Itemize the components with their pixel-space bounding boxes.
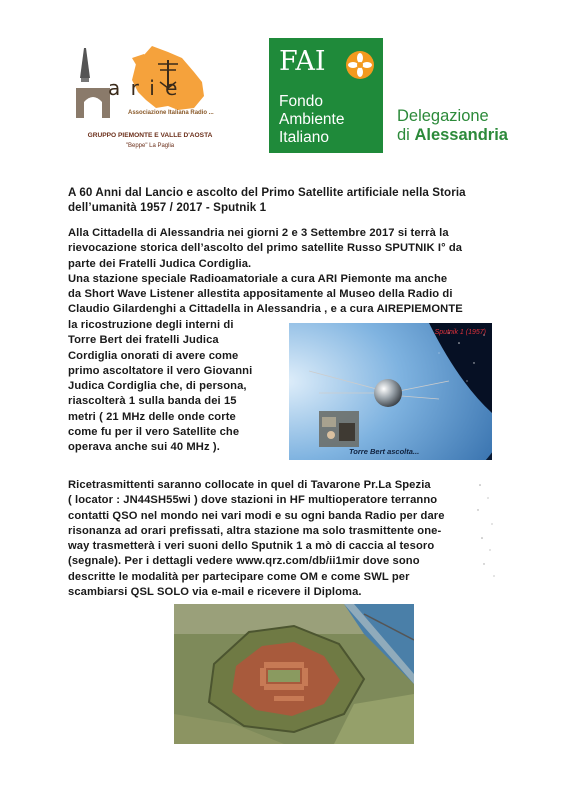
body2-line: riascolterà 1 sulla banda dei 15 [68, 395, 237, 408]
body2-line: metri ( 21 MHz delle onde corte [68, 410, 236, 423]
body3-line: ( locator : JN44SH55wi ) dove stazioni in HF multioperatore terranno [68, 494, 438, 507]
delegation-city: Alessandria [414, 126, 508, 144]
fai-logo [269, 38, 383, 153]
fai-line-2: Ambiente [279, 111, 345, 128]
heading-line-2: dell’umanità 1957 / 2017 - Sputnik 1 [68, 201, 267, 215]
body3-line: scambiarsi QSL SOLO via e-mail e ricevere il Diploma. [68, 586, 362, 599]
ari-letters: a r i e [108, 76, 180, 100]
body2-line: Cordiglia onorati di avere come [68, 349, 239, 362]
delegation-prefix: di [397, 126, 415, 144]
photo-caption-top: Sputnik 1 (1957) [434, 329, 486, 336]
body2-line: operava anche sui 40 MHz ). [68, 441, 220, 454]
fai-line-3: Italiano [279, 129, 329, 146]
fai-line-1: Fondo [279, 93, 323, 110]
body-paragraph-3 [68, 478, 445, 600]
ari-logo [72, 36, 232, 176]
delegation-line-1: Delegazione [397, 107, 489, 125]
photo-caption-bottom: Torre Bert ascolta... [349, 447, 420, 456]
heading-line-1: A 60 Anni dal Lancio e ascolto del Primo Satellite artificiale nella Storia [68, 186, 466, 199]
scan-noise [470, 480, 500, 590]
body-paragraph-1 [68, 226, 463, 318]
body1-line: da Short Wave Listener allestita appositamente al Museo della Radio di [68, 288, 453, 301]
body3-line: contatti QSO nel mondo nei vari modi e su ogni banda Radio per dare [68, 509, 445, 522]
heading [68, 185, 466, 216]
sputnik-photo [289, 323, 492, 460]
body1-line: Una stazione speciale Radioamatoriale a cura ARI Piemonte ma anche [68, 272, 448, 285]
delegation-line-2 [397, 126, 508, 145]
body3-line: (segnale). Per i dettagli vedere www.qrz.com/db/ii1mir dove sono [68, 555, 420, 568]
body-paragraph-2 [68, 318, 252, 456]
body1-line: rievocazione storica dell’ascolto del primo satellite Russo SPUTNIK I° da [68, 242, 463, 255]
cittadella-graphic [174, 604, 414, 744]
fai-title: FAI [279, 46, 326, 77]
body1-line: Claudio Gilardenghi a Cittadella in Alessandria , e a cura AIREPIEMONTE [68, 303, 463, 316]
body3-line: descritte le modalità per partecipare come OM e come SWL per [68, 570, 410, 583]
ari-group-name: GRUPPO PIEMONTE E VALLE D'AOSTA [87, 132, 213, 139]
body2-line: Torre Bert dei fratelli Judica [68, 334, 219, 347]
sputnik-photo-graphic [289, 323, 492, 460]
ari-caption: Associazione Italiana Radio ... [128, 110, 214, 116]
body2-line: come fu per il vero Satellite che [68, 426, 240, 439]
ari-group-sub: "Beppe" La Paglia [125, 143, 175, 149]
body1-line: Alla Cittadella di Alessandria nei giorni 2 e 3 Settembre 2017 si terrà la [68, 227, 449, 239]
body2-line: primo ascoltatore il vero Giovanni [68, 364, 253, 377]
cittadella-aerial-photo [174, 604, 414, 744]
body3-line: Ricetrasmittenti saranno collocate in quel di Tavarone Pr.La Spezia [68, 479, 431, 491]
body1-line: parte dei Fratelli Judica Cordiglia. [68, 257, 252, 270]
fai-flower-icon [345, 50, 375, 80]
body2-line: Judica Cordiglia che, di persona, [68, 380, 247, 393]
body3-line: risonanza ad orari prefissati, altra stazione ma solo trasmittente one- [68, 524, 442, 537]
body3-line: way trasmetterà i veri suoni dello Sputnik 1 a mò di caccia al tesoro [68, 540, 435, 553]
body2-line: la ricostruzione degli interni di [68, 319, 234, 331]
